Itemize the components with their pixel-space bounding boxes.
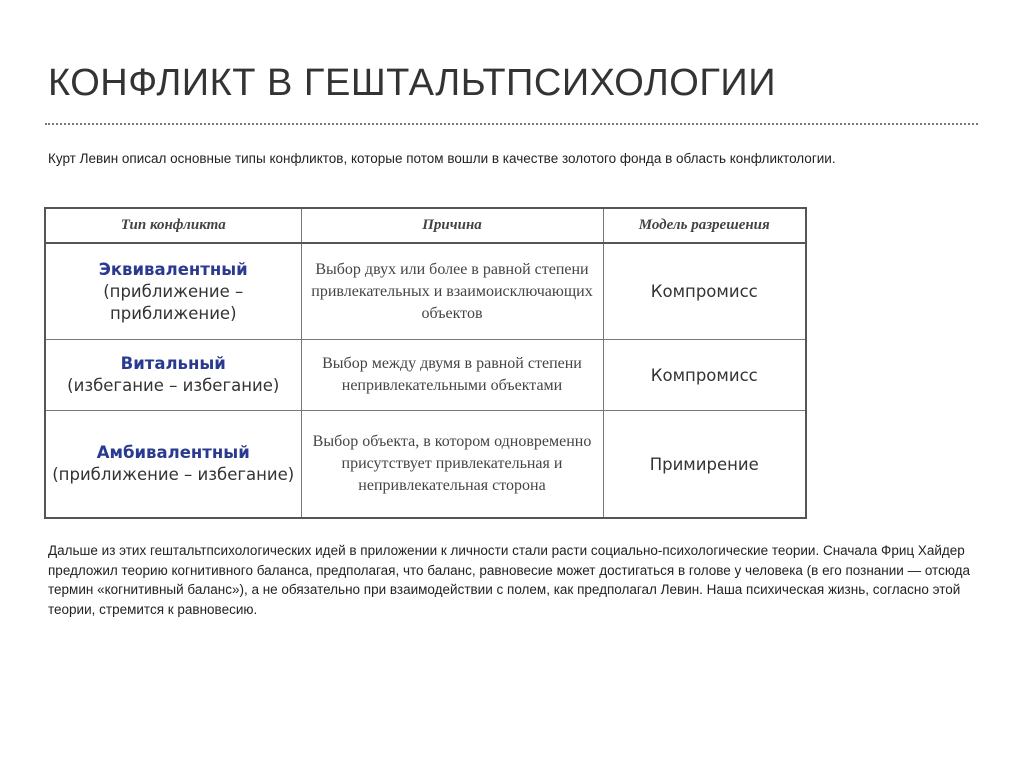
type-description: (избегание – избегание) — [67, 376, 280, 395]
body-paragraph: Дальше из этих гештальтпсихологических идей в приложении к личности стали расти социально-психологические теории. Сначала Фриц Хайдер предложил теорию когнитивного баланса, предполагая, что баланс, равновесие может достигаться в голове у человека (в его познании — отсюда термин «когнитивный баланс»), а не обязательно при взаимодействии с полем, как предполагал Левин. Наша психическая жизнь, согласно этой теории, стремится к равновесию. — [48, 543, 971, 617]
title-divider — [45, 123, 978, 125]
header-conflict-type: Тип конфликта — [45, 208, 301, 243]
type-description: (приближение – избегание) — [52, 465, 295, 484]
cause-cell: Выбор двух или более в равной степени привлекательных и взаимоисключающих объектов — [301, 243, 603, 340]
type-description: (приближение – приближение) — [103, 281, 244, 323]
table-row — [45, 243, 806, 340]
intro-paragraph: Курт Левин описал основные типы конфликтов, которые потом вошли в качестве золотого фонда в область конфликтологии. — [48, 151, 836, 166]
type-name: Витальный — [120, 354, 226, 373]
type-cell — [45, 340, 301, 411]
type-cell — [45, 243, 301, 340]
type-cell — [45, 411, 301, 519]
model-cell: Компромисс — [603, 340, 806, 411]
table-row — [45, 340, 806, 411]
cause-cell: Выбор объекта, в котором одновременно присутствует привлекательная и непривлекательная сторона — [301, 411, 603, 519]
header-cause: Причина — [301, 208, 603, 243]
table-row — [45, 411, 806, 519]
conflict-types-table — [44, 207, 807, 519]
header-resolution-model: Модель разрешения — [603, 208, 806, 243]
model-cell: Примирение — [603, 411, 806, 519]
page-title: КОНФЛИКТ В ГЕШТАЛЬТПСИХОЛОГИИ — [48, 62, 777, 104]
model-cell: Компромисс — [603, 243, 806, 340]
cause-cell: Выбор между двумя в равной степени непривлекательными объектами — [301, 340, 603, 411]
type-name: Амбивалентный — [96, 443, 250, 462]
type-name: Эквивалентный — [98, 259, 248, 279]
table-header-row — [45, 208, 806, 243]
